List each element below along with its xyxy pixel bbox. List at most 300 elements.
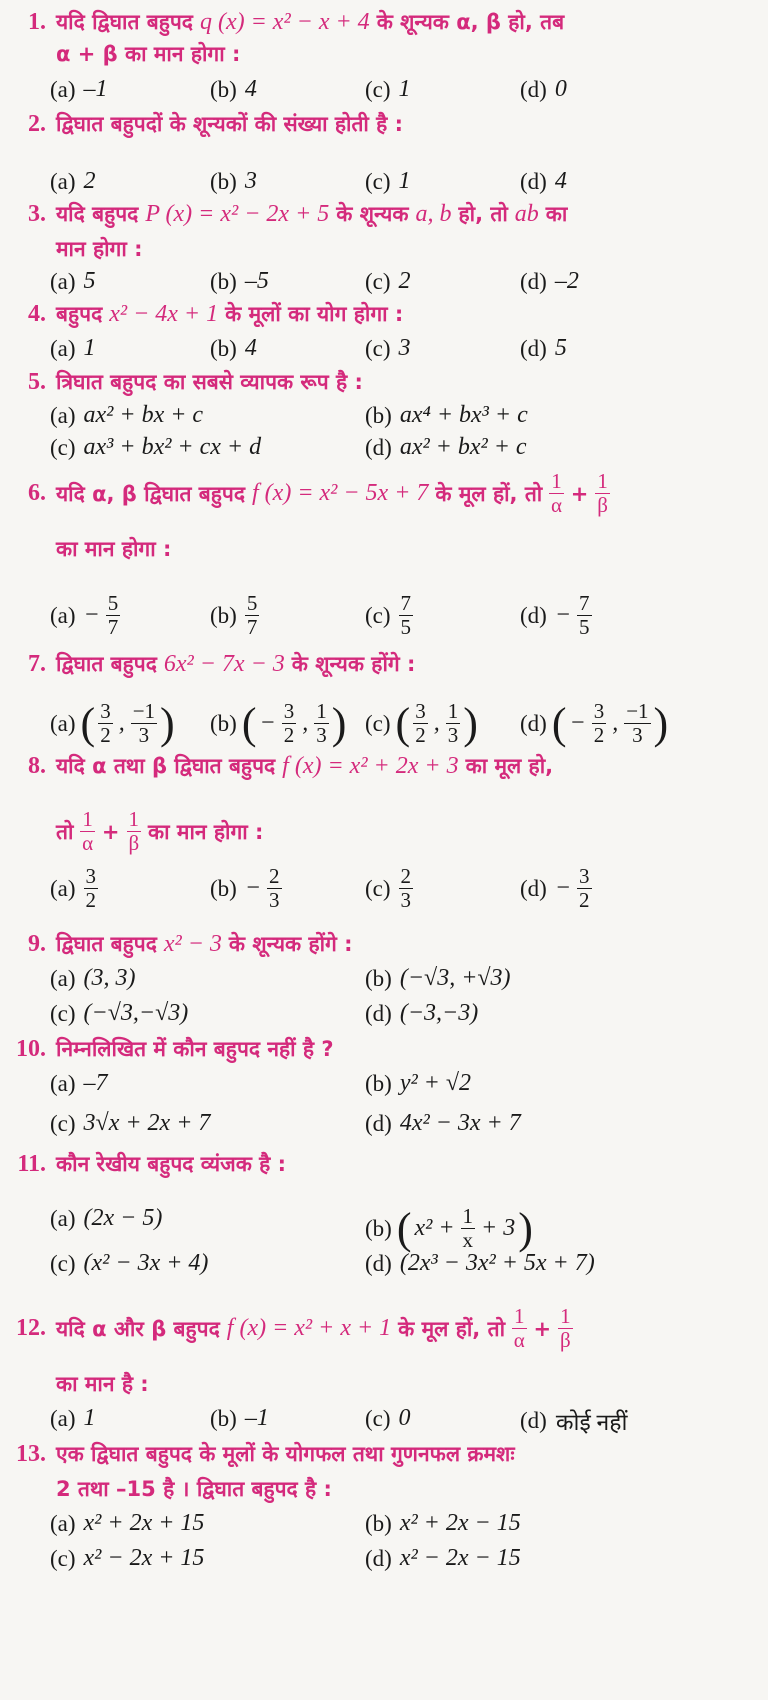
question-number: 4. — [28, 300, 46, 327]
question-text-line — [0, 368, 367, 396]
text: कौन रेखीय बहुपद व्यंजक है : — [56, 1152, 287, 1176]
option-label: (b) — [210, 335, 237, 361]
text: यदि α और β बहुपद — [56, 1316, 220, 1341]
option-label: (a) — [50, 875, 76, 901]
fraction — [461, 1205, 476, 1252]
option-d — [520, 865, 595, 912]
math-expression: − — [83, 602, 100, 629]
math-expression: (3, 3) — [83, 965, 136, 991]
question-number: 9. — [28, 930, 46, 957]
text: बहुपद — [56, 302, 103, 326]
math-expression: 2 — [398, 268, 411, 294]
math-expression: ax⁴ + bx³ + c — [399, 402, 528, 428]
math-expression: + 3 — [481, 1215, 516, 1242]
text: का मान होगा : — [56, 537, 172, 561]
option-label: (c) — [365, 335, 391, 361]
math-expression: − — [569, 710, 586, 737]
math-expression: x² − 2x − 15 — [399, 1545, 521, 1571]
numerator: 3 — [283, 699, 295, 723]
fraction — [131, 700, 157, 747]
question-text-line — [0, 1440, 519, 1468]
option-d — [520, 1405, 631, 1437]
option-label: (d) — [520, 1408, 547, 1433]
fraction — [245, 592, 260, 639]
denominator: α — [550, 493, 562, 518]
text: मान होगा : — [56, 237, 143, 261]
fraction — [413, 700, 428, 747]
option-d — [365, 1545, 524, 1572]
option-c — [365, 76, 414, 103]
numerator: 1 — [551, 469, 562, 493]
option-d — [520, 76, 570, 103]
option-c — [365, 1405, 414, 1432]
option-label: (a) — [50, 1070, 76, 1096]
question-text-line — [0, 1475, 336, 1503]
option-label: (b) — [210, 168, 237, 194]
math-expression: –1 — [83, 76, 108, 102]
option-b — [210, 1405, 272, 1432]
question-text-line — [0, 808, 267, 855]
denominator: x — [462, 1228, 474, 1253]
numerator: −1 — [626, 699, 649, 723]
text: एक द्विघात बहुपद के मूलों के योगफल तथा गुणनफल क्रमशः — [56, 1442, 515, 1466]
math-expression: (2x³ − 3x² + 5x + 7) — [399, 1250, 595, 1276]
question-text-line — [0, 752, 557, 780]
option-c — [365, 168, 414, 195]
question-text-line — [0, 40, 244, 68]
option-label: (d) — [365, 1110, 392, 1136]
option-b — [365, 402, 531, 429]
question-text-line — [0, 650, 419, 678]
option-label: (c) — [50, 434, 76, 460]
option-label: (d) — [520, 710, 547, 736]
math-expression: 0 — [554, 76, 567, 102]
question-number: 8. — [28, 752, 46, 779]
math-expression: f (x) = x² + x + 1 — [226, 1315, 392, 1342]
option-label: (c) — [365, 1405, 391, 1431]
option-label: (c) — [365, 710, 391, 736]
option-a — [50, 700, 175, 747]
parenthesis: ) — [463, 698, 478, 748]
fraction — [399, 865, 414, 912]
option-b — [210, 592, 262, 639]
denominator: 3 — [269, 888, 280, 913]
denominator: 2 — [415, 723, 426, 748]
math-expression: , — [118, 710, 125, 737]
option-label: (c) — [50, 1545, 76, 1571]
numerator: 3 — [85, 864, 97, 888]
numerator: 1 — [82, 807, 93, 831]
question-number: 10. — [16, 1035, 46, 1062]
option-d — [365, 1250, 598, 1277]
option-c — [50, 434, 264, 461]
option-label: (d) — [520, 335, 547, 361]
option-b — [210, 700, 346, 747]
option-label: (a) — [50, 602, 76, 628]
option-label: (a) — [50, 965, 76, 991]
parenthesis: ( — [395, 698, 411, 748]
option-label: (d) — [520, 168, 547, 194]
option-b — [365, 1070, 474, 1097]
text: के शून्यक — [336, 202, 409, 226]
numerator: 7 — [579, 591, 590, 615]
math-expression: 6x² − 7x − 3 — [163, 650, 285, 677]
option-label: (b) — [365, 1215, 392, 1241]
math-expression: (−√3,−√3) — [83, 1000, 189, 1026]
question-text-line — [0, 470, 613, 517]
math-expression: 4 — [244, 76, 257, 102]
text: का मान है : — [56, 1372, 149, 1396]
question-text-line — [0, 8, 568, 36]
fraction — [595, 470, 610, 517]
fraction — [80, 808, 95, 855]
question-number: 12. — [16, 1315, 46, 1342]
math-expression: 1 — [398, 76, 411, 102]
math-expression: ax² + bx + c — [83, 402, 204, 428]
math-expression: 1 — [83, 335, 96, 361]
parenthesis: ( — [396, 1203, 412, 1253]
option-c — [365, 335, 414, 362]
fraction — [512, 1305, 527, 1352]
parenthesis: ) — [653, 698, 669, 748]
option-label: (d) — [520, 875, 547, 901]
fraction — [446, 700, 461, 747]
math-expression: − — [554, 602, 572, 629]
numerator: 5 — [246, 591, 258, 615]
option-b — [365, 1510, 524, 1537]
denominator: β — [597, 493, 608, 518]
math-expression: − — [554, 875, 572, 902]
text: का मूल हो, — [465, 754, 554, 778]
option-b — [210, 865, 285, 912]
option-label: (a) — [50, 268, 76, 294]
math-expression: 2 — [83, 168, 96, 194]
fraction — [624, 700, 650, 747]
denominator: 7 — [107, 615, 119, 640]
option-a — [50, 1205, 165, 1232]
option-a — [50, 965, 139, 992]
text: द्विघात बहुपद — [56, 652, 157, 676]
text: द्विघात बहुपदों के शून्यकों की संख्या होती है : — [56, 112, 404, 136]
option-label: (a) — [50, 1205, 76, 1231]
numerator: 5 — [107, 591, 119, 615]
math-expression: (−√3, +√3) — [399, 965, 511, 991]
question-number: 13. — [16, 1440, 46, 1467]
option-label: (b) — [210, 602, 237, 628]
text: के मूल हों, तो — [398, 1316, 506, 1341]
math-expression: –7 — [83, 1070, 108, 1096]
math-expression: –2 — [554, 268, 579, 294]
option-d — [520, 335, 570, 362]
option-d — [365, 434, 530, 461]
fraction — [399, 592, 414, 639]
option-c — [50, 1545, 207, 1572]
math-expression: 1 — [398, 168, 411, 194]
option-label: (a) — [50, 1510, 76, 1536]
option-label: (b) — [210, 268, 237, 294]
option-b — [210, 268, 272, 295]
numerator: 7 — [400, 591, 412, 615]
math-expression: f (x) = x² + 2x + 3 — [282, 752, 459, 779]
numerator: 3 — [593, 699, 605, 723]
text: के शून्यक α, β हो, तब — [376, 10, 565, 34]
option-label: (a) — [50, 402, 76, 428]
parenthesis: ( — [241, 698, 257, 748]
math-expression: − — [244, 875, 262, 902]
option-a — [50, 168, 99, 195]
option-label: (b) — [210, 1405, 237, 1431]
option-c — [50, 1000, 191, 1027]
denominator: 7 — [246, 615, 258, 640]
math-expression: 3 — [244, 168, 257, 194]
numerator: 1 — [560, 1304, 571, 1328]
numerator: 1 — [128, 807, 140, 831]
math-expression: y² + √2 — [399, 1070, 472, 1096]
option-label: (d) — [365, 1000, 392, 1026]
option-c — [365, 268, 414, 295]
parenthesis: ( — [551, 698, 567, 748]
text: + — [570, 481, 589, 506]
option-a — [50, 335, 99, 362]
option-b — [210, 76, 260, 103]
option-label: (b) — [365, 965, 392, 991]
text: के मूल हों, तो — [435, 481, 543, 506]
text: द्विघात बहुपद — [56, 932, 157, 956]
math-expression: ax² + bx² + c — [399, 434, 527, 460]
math-expression: x² + — [414, 1215, 455, 1242]
denominator: α — [82, 831, 94, 856]
math-expression: –1 — [244, 1405, 269, 1431]
option-c — [365, 700, 478, 747]
question-text-line — [0, 235, 147, 263]
option-a — [50, 1405, 99, 1432]
text: के शून्यक होंगे : — [228, 932, 353, 956]
text: कोई नहीं — [555, 1410, 628, 1435]
text: निम्नलिखित में कौन बहुपद नहीं है ? — [56, 1037, 334, 1061]
option-d — [365, 1000, 481, 1027]
question-text-line — [0, 930, 357, 958]
option-label: (a) — [50, 76, 76, 102]
denominator: 3 — [138, 723, 150, 748]
option-label: (c) — [365, 168, 391, 194]
math-expression: , — [433, 710, 440, 737]
option-b — [210, 335, 260, 362]
option-label: (d) — [520, 602, 547, 628]
math-expression: − — [259, 710, 276, 737]
option-label: (c) — [50, 1110, 76, 1136]
denominator: 5 — [400, 615, 412, 640]
option-label: (c) — [365, 268, 391, 294]
numerator: 2 — [269, 864, 280, 888]
option-label: (d) — [365, 434, 392, 460]
text: के मूलों का योग होगा : — [225, 302, 404, 326]
fraction — [267, 865, 282, 912]
option-d — [520, 168, 570, 195]
fraction — [558, 1305, 573, 1352]
parenthesis: ) — [331, 698, 347, 748]
fraction — [592, 700, 607, 747]
denominator: 3 — [316, 723, 327, 748]
denominator: 3 — [632, 723, 643, 748]
math-expression: –5 — [244, 268, 269, 294]
math-expression: 0 — [398, 1405, 411, 1431]
math-expression: x² − 4x + 1 — [109, 300, 219, 327]
text: यदि बहुपद — [56, 202, 139, 226]
option-label: (a) — [50, 168, 76, 194]
option-label: (b) — [365, 1070, 392, 1096]
denominator: 3 — [400, 888, 412, 913]
option-a — [50, 402, 206, 429]
option-a — [50, 1070, 111, 1097]
option-label: (d) — [365, 1250, 392, 1276]
numerator: −1 — [132, 699, 156, 723]
text: 2 तथा –15 है । द्विघात बहुपद है : — [56, 1477, 332, 1501]
math-expression: 4 — [554, 168, 567, 194]
option-label: (a) — [50, 710, 76, 736]
parenthesis: ( — [80, 698, 96, 748]
option-d — [520, 592, 595, 639]
denominator: 5 — [579, 615, 590, 640]
option-d — [365, 1110, 524, 1137]
fraction — [106, 592, 121, 639]
math-expression: x² − 3 — [163, 930, 222, 957]
question-text-line — [0, 1305, 576, 1352]
text: हो, तो — [458, 202, 508, 226]
question-number: 1. — [28, 8, 46, 35]
text: यदि द्विघात बहुपद — [56, 10, 193, 34]
option-d — [520, 268, 582, 295]
question-text-line — [0, 200, 571, 228]
numerator: 3 — [100, 699, 111, 723]
text: + — [101, 819, 120, 844]
math-expression: ab — [514, 200, 539, 227]
parenthesis: ) — [518, 1203, 533, 1253]
option-label: (a) — [50, 335, 76, 361]
option-label: (c) — [365, 602, 391, 628]
denominator: β — [560, 1328, 571, 1353]
option-label: (c) — [365, 875, 391, 901]
option-b — [210, 168, 260, 195]
option-a — [50, 592, 123, 639]
math-expression: 1 — [83, 1405, 96, 1431]
question-text-line — [0, 535, 175, 563]
option-label: (b) — [365, 402, 392, 428]
denominator: 2 — [85, 888, 97, 913]
option-a — [50, 268, 99, 295]
math-expression: ax³ + bx² + cx + d — [83, 434, 262, 460]
numerator: 1 — [514, 1304, 525, 1328]
math-expression: 4x² − 3x + 7 — [399, 1110, 521, 1136]
question-number: 6. — [28, 480, 46, 507]
numerator: 1 — [462, 1204, 474, 1228]
numerator: 1 — [597, 469, 608, 493]
denominator: β — [128, 831, 140, 856]
math-expression: 4 — [244, 335, 257, 361]
question-text-line — [0, 1035, 338, 1063]
fraction — [84, 865, 99, 912]
fraction — [282, 700, 297, 747]
math-expression: f (x) = x² − 5x + 7 — [252, 480, 429, 507]
denominator: 2 — [283, 723, 295, 748]
text: के शून्यक होंगे : — [291, 652, 416, 676]
text: + — [533, 1316, 552, 1341]
option-label: (c) — [50, 1250, 76, 1276]
option-c — [365, 865, 416, 912]
fraction — [577, 865, 592, 912]
text: त्रिघात बहुपद का सबसे व्यापक रूप है : — [56, 370, 363, 394]
math-expression: (2x − 5) — [83, 1205, 163, 1231]
option-label: (a) — [50, 1405, 76, 1431]
math-expression: q (x) = x² − x + 4 — [199, 8, 370, 35]
numerator: 1 — [316, 699, 327, 723]
denominator: 2 — [579, 888, 590, 913]
math-expression: P (x) = x² − 2x + 5 — [145, 200, 330, 227]
option-c — [365, 592, 416, 639]
denominator: 3 — [447, 723, 459, 748]
text: यदि α तथा β द्विघात बहुपद — [56, 754, 276, 778]
question-number: 11. — [17, 1150, 46, 1177]
text: α + β का मान होगा : — [56, 42, 241, 66]
fraction — [127, 808, 142, 855]
numerator: 1 — [447, 699, 459, 723]
question-number: 7. — [28, 650, 46, 677]
option-a — [50, 76, 111, 103]
fraction — [577, 592, 592, 639]
option-label: (b) — [365, 1510, 392, 1536]
option-a — [50, 1510, 207, 1537]
text: का — [545, 202, 568, 226]
question-text-line — [0, 300, 407, 328]
math-expression: 5 — [83, 268, 96, 294]
option-label: (d) — [520, 268, 547, 294]
denominator: 2 — [100, 723, 111, 748]
option-label: (c) — [50, 1000, 76, 1026]
numerator: 3 — [415, 699, 426, 723]
math-expression: (x² − 3x + 4) — [83, 1250, 209, 1276]
math-expression: (−3,−3) — [399, 1000, 479, 1026]
option-a — [50, 865, 101, 912]
denominator: 2 — [593, 723, 605, 748]
option-c — [50, 1110, 213, 1137]
question-text-line — [0, 110, 407, 138]
math-expression: a, b — [415, 200, 452, 227]
option-label: (b) — [210, 875, 237, 901]
math-expression: 3√x + 2x + 7 — [83, 1110, 211, 1136]
text: का मान होगा : — [148, 819, 264, 844]
question-number: 2. — [28, 110, 46, 137]
math-expression: 3 — [398, 335, 411, 361]
fraction — [549, 470, 564, 517]
numerator: 2 — [400, 864, 412, 888]
option-c — [50, 1250, 211, 1277]
option-label: (d) — [520, 76, 547, 102]
question-number: 3. — [28, 200, 46, 227]
question-text-line — [0, 1150, 290, 1178]
math-expression: x² + 2x − 15 — [399, 1510, 521, 1536]
fraction — [314, 700, 329, 747]
math-expression: 5 — [554, 335, 567, 361]
math-expression: , — [302, 710, 309, 737]
math-expression: , — [612, 710, 619, 737]
option-b — [365, 1205, 533, 1252]
question-number: 5. — [28, 368, 46, 395]
denominator: α — [513, 1328, 525, 1353]
option-b — [365, 965, 514, 992]
option-label: (b) — [210, 76, 237, 102]
option-label: (d) — [365, 1545, 392, 1571]
fraction — [98, 700, 113, 747]
question-text-line — [0, 1370, 153, 1398]
